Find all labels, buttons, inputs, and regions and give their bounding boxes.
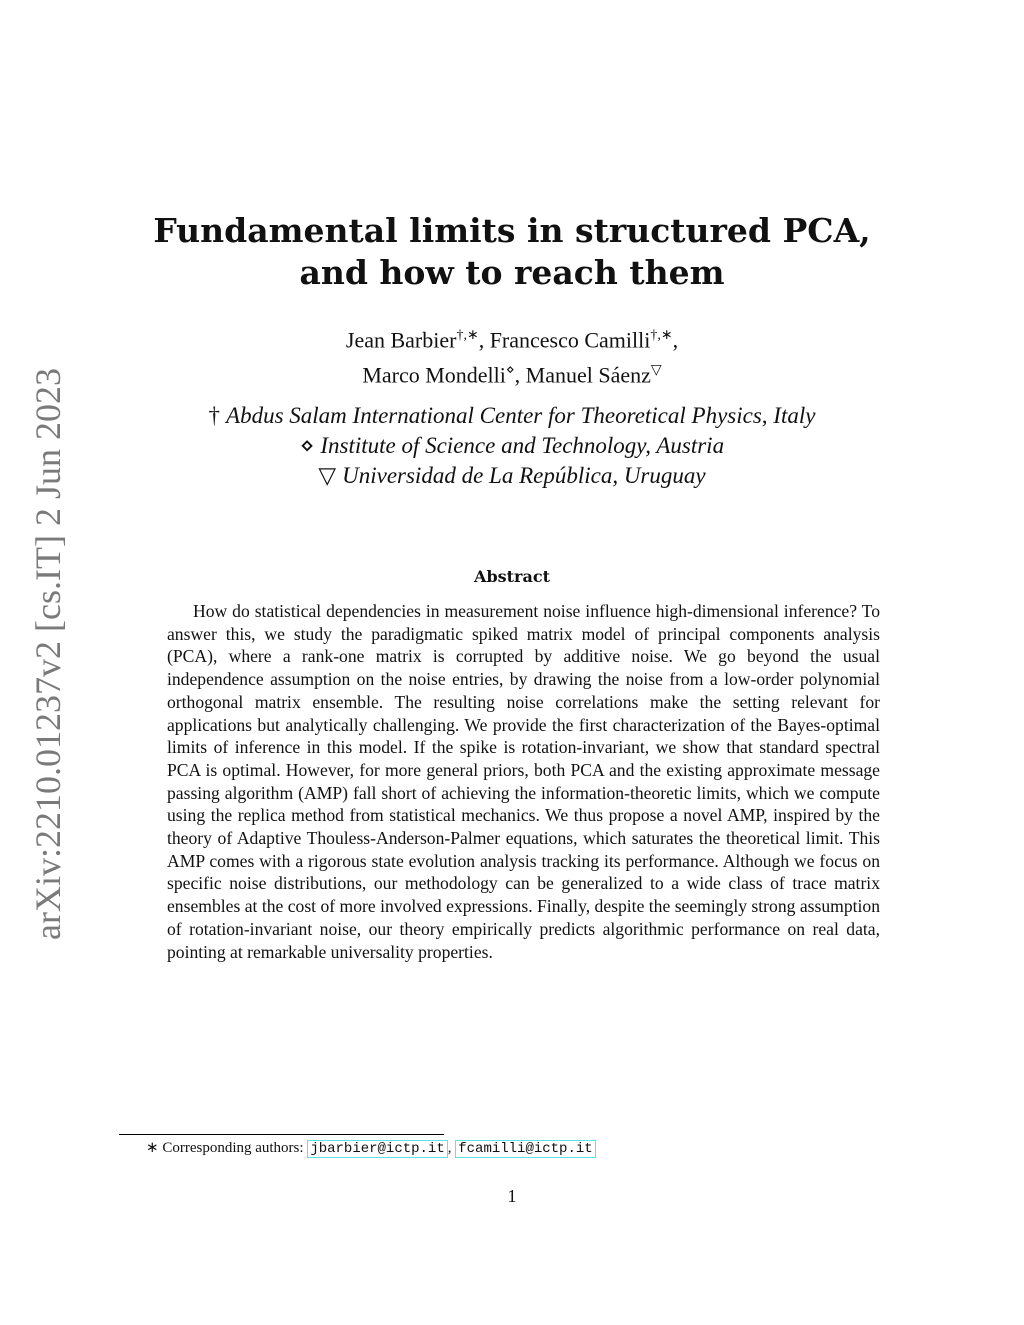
affiliation-symbol: ⋄ — [299, 433, 315, 458]
abstract-body: How do statistical dependencies in measurement noise influence high-dimensional inference? To answer this, we study the paradigmatic spiked matrix model of principal components analysis (PCA), where a rank-one matrix is corrupted by additive noise. We go beyond the usual independence assumption on the noise entries, by drawing the noise from a low-order polynomial orthogonal matrix ensemble. The resulting noise correlations make the setting relevant for applications but analytically challenging. We provide the first characterization of the Bayes-optimal limits of inference in this model. If the spike is rotation-invariant, we show that standard spectral PCA is optimal. However, for more general priors, both PCA and the existing approximate message passing algorithm (AMP) fall short of achieving the information-theoretic limits, which we compute using the replica method from statistical mechanics. We thus propose a novel AMP, inspired by the theory of Adaptive Thouless-Anderson-Palmer equations, which saturates the theoretical limit. This AMP comes with a rigorous state evolution analysis tracking its performance. Although we focus on specific noise distributions, our methodology can be generalized to a wide class of trace matrix ensembles at the cost of more involved expressions. Finally, despite the seemingly strong assumption of rotation-invariant noise, our theory empirically predicts algorithmic performance on real data, pointing at remarkable universality properties. — [167, 601, 880, 962]
affiliation-text: Abdus Salam International Center for Theoretical Physics, Italy — [226, 403, 816, 428]
author-affiliation-marks: †,∗ — [650, 328, 673, 343]
author-name: Manuel Sáenz — [525, 362, 651, 388]
author-affiliation-marks: ▽ — [650, 363, 662, 379]
title-line-1: Fundamental limits in structured PCA, — [153, 211, 871, 250]
affiliation-line — [0, 401, 1024, 431]
author-separator: , — [514, 362, 526, 388]
paper-title — [0, 210, 1024, 294]
author-separator: , — [478, 327, 490, 353]
arxiv-stamp-text: arXiv:2210.01237v2 [cs.IT] 2 Jun 2023 — [28, 368, 68, 940]
affiliation-symbol: ▽ — [318, 463, 337, 488]
author-name: Marco Mondelli — [362, 362, 506, 388]
affiliation-text: Institute of Science and Technology, Austria — [320, 433, 725, 458]
author-line-2 — [0, 355, 1024, 390]
affiliation-line — [0, 431, 1024, 461]
author-name: Jean Barbier — [345, 327, 457, 353]
corresponding-authors-footnote — [146, 1137, 596, 1160]
title-line-2: and how to reach them — [299, 253, 725, 292]
author-affiliation-marks: ⋄ — [505, 363, 515, 379]
page-number: 1 — [507, 1186, 517, 1206]
footnote-text: Corresponding authors: — [162, 1140, 304, 1156]
author-separator: , — [672, 327, 679, 353]
affiliation-text: Universidad de La República, Uruguay — [342, 463, 706, 488]
author-list — [0, 320, 1024, 391]
abstract-heading: Abstract — [474, 567, 550, 586]
affiliation-list — [0, 401, 1024, 491]
footnote-divider — [119, 1134, 444, 1135]
affiliation-line — [0, 461, 1024, 491]
affiliation-symbol: † — [208, 403, 221, 428]
email-link-fcamilli[interactable]: fcamilli@ictp.it — [455, 1140, 595, 1158]
author-name: Francesco Camilli — [489, 327, 651, 353]
author-affiliation-marks: †,∗ — [456, 328, 479, 343]
email-link-jbarbier[interactable]: jbarbier@ictp.it — [307, 1140, 447, 1158]
footnote-mark: ∗ — [146, 1140, 159, 1156]
email-separator: , — [447, 1140, 452, 1156]
author-line-1 — [0, 320, 1024, 355]
